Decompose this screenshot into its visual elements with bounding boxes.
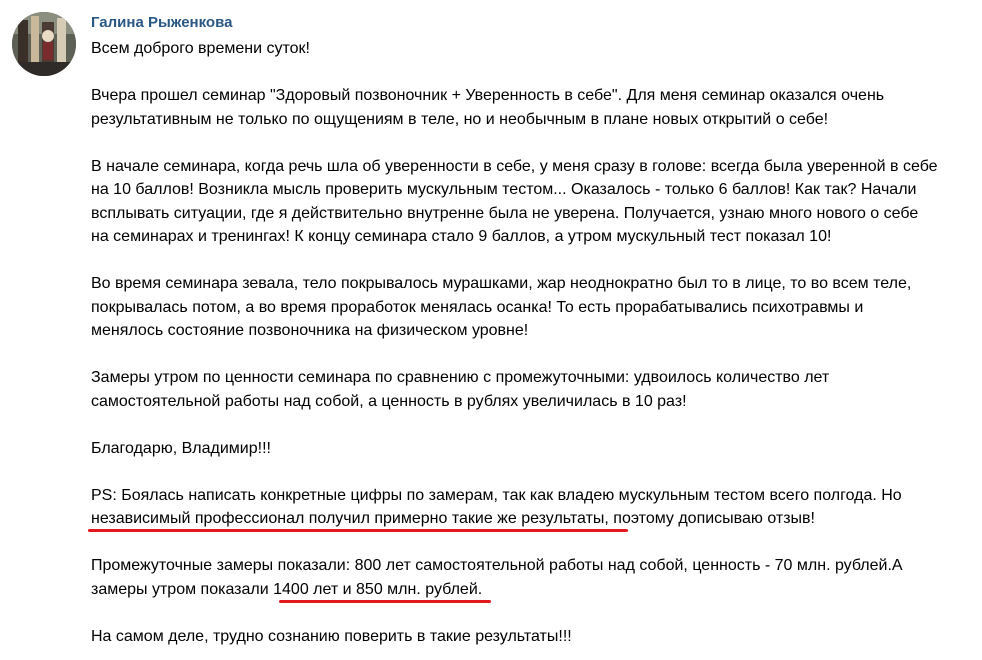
- post-line: покрывалась потом, а во время проработок менялась осанка! То есть прорабатывались психотравмы и: [91, 298, 864, 316]
- paragraph-gap: [91, 343, 976, 367]
- red-underline-marker: [279, 600, 491, 603]
- post-line: менялось состояние позвоночника на физическом уровне!: [91, 322, 529, 339]
- paragraph-gap: [91, 61, 976, 85]
- post-line: самостоятельной работы над собой, а ценность в рублях увеличилась в 10 раз!: [91, 392, 687, 410]
- user-photo-icon: [12, 12, 76, 76]
- post-text: [91, 37, 976, 648]
- red-underline-marker: [88, 529, 628, 532]
- paragraph-gap: [91, 601, 976, 625]
- post-line: Замеры утром по ценности семинара по сравнению с промежуточными: удвоилось количество лет: [91, 369, 830, 386]
- post-line: на 10 баллов! Возникла мысль проверить мускульным тестом... Оказалось - только 6 баллов! Как так? Начали: [91, 181, 917, 198]
- post-line: В начале семинара, когда речь шла об уверенности в себе, у меня сразу в голове: всегда была уверенной в себе: [91, 157, 938, 175]
- paragraph-gap: [91, 460, 976, 484]
- post-line: Промежуточные замеры показали: 800 лет самостоятельной работы над собой, ценность - 70 млн. рублей.А: [91, 557, 903, 574]
- paragraph-gap: [91, 249, 976, 273]
- avatar[interactable]: [12, 12, 76, 76]
- paragraph-gap: [91, 531, 976, 555]
- post-line: На самом деле, трудно сознанию поверить в такие результаты!!!: [91, 627, 572, 645]
- post-line: Благодарю, Владимир!!!: [91, 439, 271, 457]
- author-name-link[interactable]: Галина Рыженкова: [91, 14, 233, 31]
- post-line: Вчера прошел семинар "Здоровый позвоночник + Уверенность в себе". Для меня семинар оказался очень: [91, 87, 885, 104]
- post-line: независимый профессионал получил примерно такие же результаты, поэтому дописываю отзыв!: [91, 510, 815, 527]
- post-line: PS: Боялась написать конкретные цифры по замерам, так как владею мускульным тестом всего полгода. Но: [91, 486, 902, 504]
- post-line: результативным не только по ощущениям в теле, но и необычным в плане новых открытий о себе!: [91, 110, 829, 128]
- underlined-line-wrapper: [91, 578, 976, 602]
- post-line: всплывать ситуации, где я действительно внутренне была не уверена. Получается, узнаю много нового о себе: [91, 204, 919, 222]
- underlined-line-wrapper: [91, 507, 976, 531]
- post-line: Во время семинара зевала, тело покрывалось мурашками, жар неоднократно был то в лице, то во всем теле,: [91, 275, 912, 292]
- post-line: замеры утром показали 1400 лет и 850 млн. рублей.: [91, 580, 483, 598]
- post-line: Всем доброго времени суток!: [91, 40, 310, 57]
- post-line: на семинарах и тренингах! К концу семинара стало 9 баллов, а утром мускульный тест показал 10!: [91, 228, 832, 245]
- paragraph-gap: [91, 131, 976, 155]
- paragraph-gap: [91, 413, 976, 437]
